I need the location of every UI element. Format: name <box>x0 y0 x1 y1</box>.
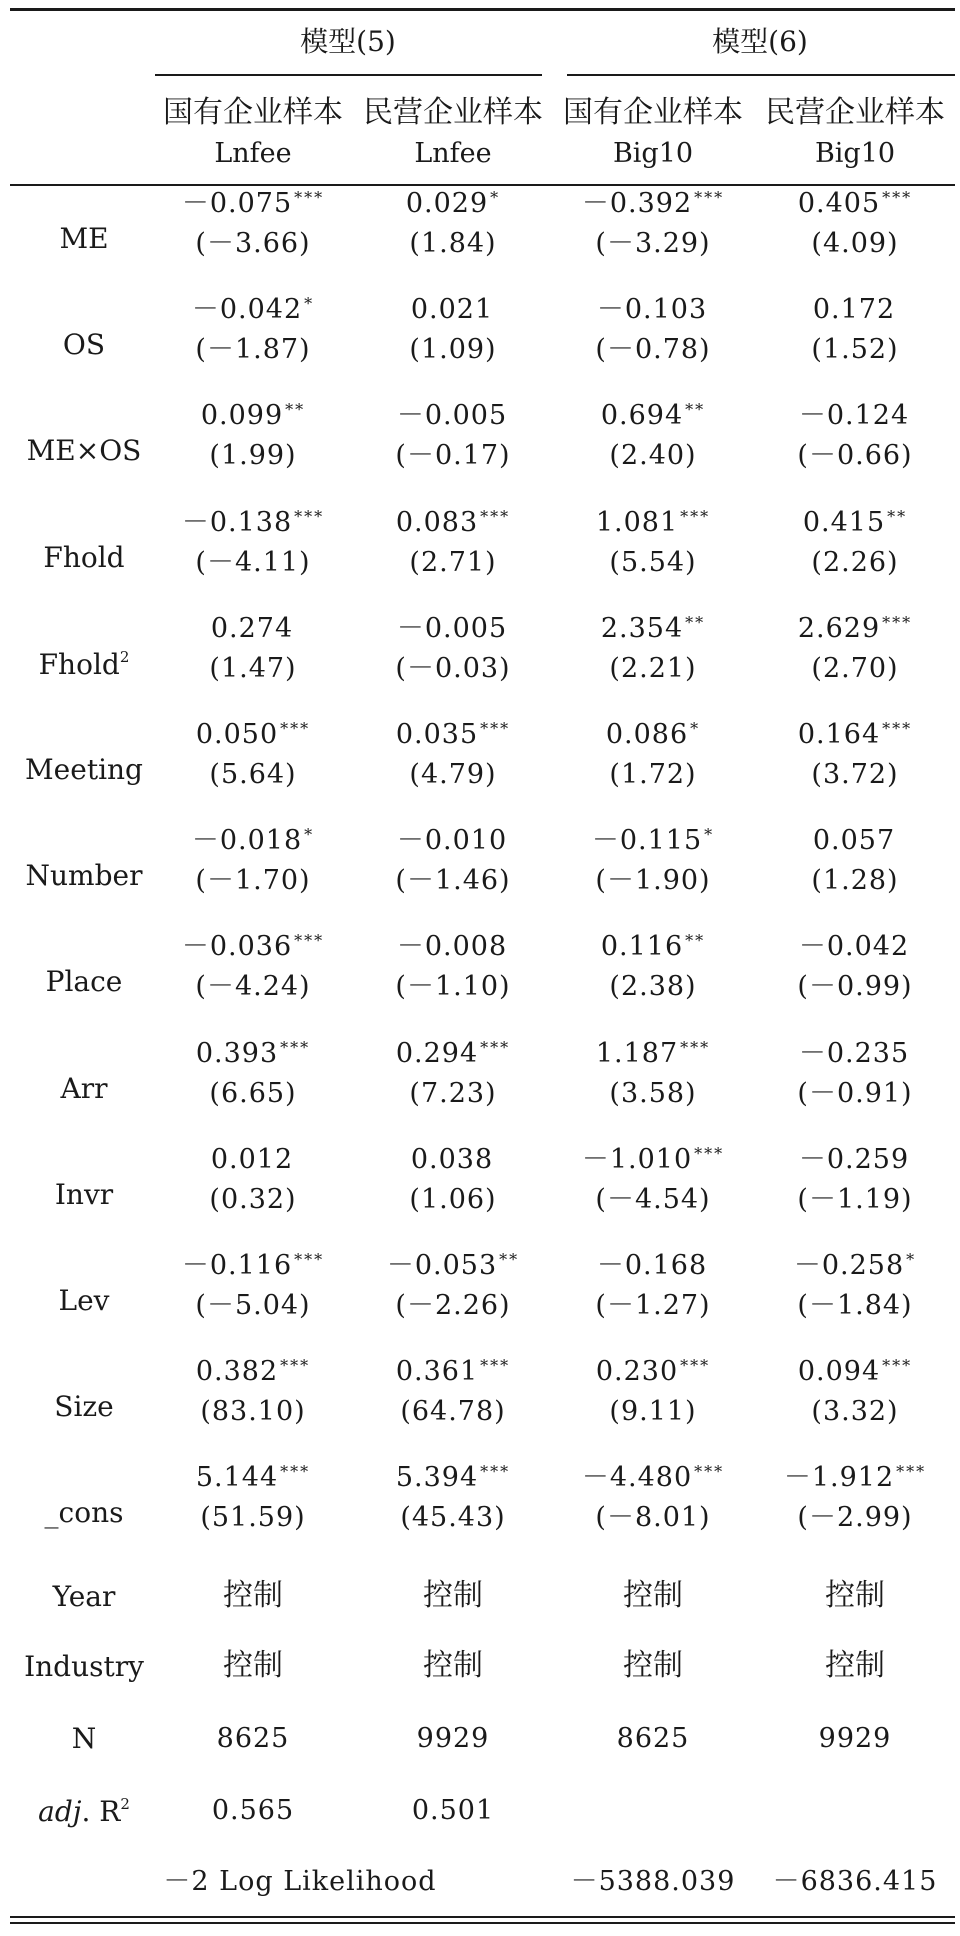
t-statistic-cell: (3.72) <box>811 759 899 790</box>
significance-stars: *** <box>294 931 325 951</box>
coefficient-value: －0.036 <box>181 931 293 963</box>
row-label-text: Invr <box>54 1177 114 1211</box>
t-statistic-cell: (－8.01) <box>595 1502 711 1534</box>
row-label <box>25 753 143 786</box>
row-label <box>54 1177 114 1211</box>
t-statistic-cell: (－4.11) <box>195 546 311 578</box>
coefficient-cell <box>182 190 324 217</box>
group-rule-model5 <box>155 74 542 76</box>
coefficient-value: 0.099 <box>200 400 284 432</box>
coefficient-value: 0.694 <box>600 400 684 432</box>
coefficient-value: 0.116 <box>600 931 684 963</box>
coefficient-cell <box>802 506 908 538</box>
coefficient-value: 0.057 <box>812 825 896 857</box>
coefficient-value: 0.382 <box>195 1356 279 1388</box>
t-statistic-cell: (4.09) <box>811 228 899 259</box>
significance-stars: * <box>490 188 501 207</box>
coefficient-value: 2.354 <box>600 612 684 644</box>
t-statistic-cell: (－0.03) <box>395 652 511 684</box>
significance-stars: ** <box>499 1250 520 1269</box>
significance-stars: *** <box>480 1462 511 1482</box>
control-indicator: 控制 <box>223 1648 283 1683</box>
t-statistic-cell: (－1.27) <box>595 1290 711 1321</box>
coefficient-cell <box>783 1462 927 1494</box>
t-statistic-cell: (83.10) <box>200 1396 306 1428</box>
coefficient-cell <box>196 721 310 748</box>
t-statistic-cell: (－1.19) <box>797 1183 913 1215</box>
row-label <box>60 1071 108 1105</box>
coefficient-value: －0.392 <box>581 188 693 219</box>
significance-stars: * <box>704 825 715 845</box>
t-statistic-cell: (1.09) <box>409 334 497 366</box>
significance-stars: *** <box>882 612 913 632</box>
significance-stars: ** <box>685 612 706 632</box>
row-label <box>44 1496 124 1530</box>
row-label <box>59 222 109 255</box>
coefficient-cell <box>794 1252 916 1279</box>
coefficient-value: －0.258 <box>793 1250 905 1281</box>
coefficient-value: －0.075 <box>181 188 293 219</box>
significance-stars: *** <box>882 188 913 207</box>
t-statistic-cell: (1.84) <box>409 228 497 259</box>
column-dependent-variable: Big10 <box>814 138 896 169</box>
t-statistic-cell: (1.99) <box>209 440 297 472</box>
coefficient-cell <box>200 400 306 432</box>
coefficient-cell <box>406 190 500 217</box>
coefficient-value: －0.042 <box>191 294 303 326</box>
significance-stars: *** <box>280 719 311 738</box>
significance-stars: * <box>906 1250 917 1269</box>
coefficient-cell <box>195 1356 311 1388</box>
coefficient-cell <box>191 825 315 857</box>
coefficient-cell <box>181 506 325 538</box>
coefficient-cell <box>387 1252 519 1279</box>
t-statistic-cell: (－2.99) <box>797 1502 913 1534</box>
significance-stars: *** <box>480 719 511 738</box>
t-statistic-cell: (9.11) <box>609 1396 697 1428</box>
significance-stars: ** <box>685 400 706 420</box>
coefficient-value: 0.361 <box>395 1356 479 1388</box>
coefficient-value: －0.116 <box>181 1250 293 1281</box>
t-statistic-cell: (2.21) <box>609 652 697 684</box>
coefficient-cell <box>195 1037 311 1069</box>
coefficient-value: 0.050 <box>195 719 279 750</box>
t-statistic-cell: (－4.24) <box>195 971 311 1003</box>
significance-stars: *** <box>680 506 711 526</box>
coefficient-cell <box>195 1462 311 1494</box>
significance-stars: *** <box>280 1356 311 1376</box>
t-statistic-cell: (1.47) <box>209 652 297 684</box>
column-dependent-variable: Big10 <box>612 138 694 169</box>
observations-value: 9929 <box>416 1723 490 1754</box>
coefficient-cell <box>606 721 700 748</box>
coefficient-cell <box>181 931 325 963</box>
coefficient-cell <box>595 1037 711 1069</box>
t-statistic-cell: (2.40) <box>609 440 697 472</box>
significance-stars: *** <box>896 1462 927 1482</box>
t-statistic-cell: (－3.29) <box>595 228 711 259</box>
coefficient-value: 0.415 <box>802 506 886 538</box>
significance-stars: *** <box>294 1250 325 1269</box>
log-likelihood-value: －6836.415 <box>772 1866 938 1897</box>
coefficient-value: 0.012 <box>210 1143 294 1175</box>
observations-value: 8625 <box>216 1723 290 1754</box>
control-row-label: Industry <box>24 1650 144 1683</box>
t-statistic-cell: (2.70) <box>811 652 899 684</box>
coefficient-cell <box>395 1356 511 1388</box>
row-label-text: Meeting <box>25 753 143 786</box>
table-top-rule <box>10 8 955 11</box>
coefficient-value: －0.008 <box>396 931 508 963</box>
t-statistic-cell: (2.71) <box>409 546 497 578</box>
coefficient-cell <box>182 1252 324 1279</box>
t-statistic-cell: (0.32) <box>209 1183 297 1215</box>
coefficient-cell <box>798 190 912 217</box>
coefficient-cell <box>600 612 706 644</box>
significance-stars: *** <box>294 506 325 526</box>
significance-stars: *** <box>294 188 325 207</box>
adj-r2-label-text: . R <box>81 1795 121 1828</box>
t-statistic-cell: (－3.66) <box>195 228 311 259</box>
coefficient-cell <box>582 190 724 217</box>
coefficient-cell <box>396 825 509 857</box>
coefficient-cell <box>600 400 706 432</box>
coefficient-value: 0.294 <box>395 1037 479 1069</box>
coefficient-cell <box>812 294 897 326</box>
column-dependent-variable: Lnfee <box>214 138 292 169</box>
significance-stars: ** <box>887 506 908 526</box>
adj-r2-value: 0.501 <box>411 1795 495 1826</box>
coefficient-cell <box>395 1462 511 1494</box>
coefficient-value: －0.042 <box>798 931 910 963</box>
row-label-text: Number <box>25 859 143 893</box>
coefficient-cell <box>395 506 511 538</box>
coefficient-value: －0.018 <box>191 825 303 857</box>
t-statistic-cell: (1.52) <box>811 334 899 366</box>
coefficient-value: －0.005 <box>396 612 508 644</box>
coefficient-value: 0.086 <box>605 719 689 750</box>
control-indicator: 控制 <box>825 1578 885 1613</box>
t-statistic-cell: (3.32) <box>811 1396 899 1428</box>
t-statistic-cell: (－2.26) <box>395 1290 511 1321</box>
group-rule-model6 <box>567 74 955 76</box>
coefficient-value: 0.393 <box>195 1037 279 1069</box>
significance-stars: *** <box>694 1143 725 1163</box>
column-dependent-variable: Lnfee <box>414 138 492 169</box>
header-rule <box>10 184 955 186</box>
coefficient-cell <box>191 294 315 326</box>
row-label-text: ME <box>59 222 109 255</box>
coefficient-value: 0.405 <box>797 188 881 219</box>
t-statistic-cell: (－5.04) <box>195 1290 311 1321</box>
coefficient-value: －0.103 <box>596 294 708 326</box>
coefficient-cell <box>600 931 706 963</box>
column-sample-header: 民营企业样本 <box>765 95 945 130</box>
coefficient-cell <box>210 1143 295 1175</box>
significance-stars: *** <box>480 1356 511 1376</box>
t-statistic-cell: (－4.54) <box>595 1183 711 1215</box>
table-bottom-rule <box>10 1916 955 1918</box>
t-statistic-cell: (－0.66) <box>797 440 913 472</box>
coefficient-cell <box>410 294 495 326</box>
t-statistic-cell: (64.78) <box>400 1396 506 1428</box>
coefficient-cell <box>812 825 897 857</box>
coefficient-value: 0.164 <box>797 719 881 750</box>
coefficient-value: 0.021 <box>410 294 494 326</box>
coefficient-value: －0.138 <box>181 506 293 538</box>
adj-r2-label-italic: adj <box>38 1795 82 1828</box>
significance-stars: * <box>304 294 315 314</box>
coefficient-value: 0.029 <box>405 188 489 219</box>
significance-stars: ** <box>685 931 706 951</box>
control-indicator: 控制 <box>423 1578 483 1613</box>
t-statistic-cell: (－1.10) <box>395 971 511 1003</box>
coefficient-cell <box>798 721 912 748</box>
coefficient-cell <box>595 506 711 538</box>
row-label-text: OS <box>62 328 106 362</box>
coefficient-value: 1.081 <box>595 506 679 538</box>
coefficient-cell <box>581 1462 725 1494</box>
coefficient-cell <box>396 400 509 432</box>
coefficient-value: 0.038 <box>410 1143 494 1175</box>
significance-stars: *** <box>480 506 511 526</box>
significance-stars: * <box>690 719 701 738</box>
t-statistic-cell: (－0.99) <box>797 971 913 1003</box>
coefficient-cell <box>210 612 295 644</box>
coefficient-value: －0.005 <box>396 400 508 432</box>
t-statistic-cell: (－0.78) <box>595 334 711 366</box>
significance-stars: *** <box>694 188 725 207</box>
t-statistic-cell: (－1.90) <box>595 865 711 897</box>
coefficient-value: 0.083 <box>395 506 479 538</box>
t-statistic-cell: (3.58) <box>609 1077 697 1109</box>
coefficient-value: －1.912 <box>783 1462 895 1494</box>
coefficient-value: －0.259 <box>798 1143 910 1175</box>
column-sample-header: 国有企业样本 <box>163 95 343 130</box>
coefficient-value: 0.230 <box>595 1356 679 1388</box>
column-sample-header: 国有企业样本 <box>563 95 743 130</box>
coefficient-value: 0.094 <box>797 1356 881 1388</box>
coefficient-cell <box>797 612 913 644</box>
group-header-model6: 模型(6) <box>712 25 808 58</box>
control-indicator: 控制 <box>423 1648 483 1683</box>
row-label-text: Arr <box>60 1071 108 1105</box>
coefficient-cell <box>798 931 911 963</box>
row-label-text: Fhold <box>38 647 120 681</box>
coefficient-cell <box>581 1143 725 1175</box>
row-label-text: _cons <box>44 1496 124 1530</box>
coefficient-cell <box>797 1356 913 1388</box>
t-statistic-cell: (6.65) <box>209 1077 297 1109</box>
t-statistic-cell: (5.64) <box>209 759 297 790</box>
significance-stars: *** <box>882 1356 913 1376</box>
t-statistic-cell: (－1.46) <box>395 865 511 897</box>
table-bottom-rule-double <box>10 1922 955 1924</box>
t-statistic-cell: (1.06) <box>409 1183 497 1215</box>
t-statistic-cell: (－1.84) <box>797 1290 913 1321</box>
significance-stars: *** <box>694 1462 725 1482</box>
t-statistic-cell: (－0.91) <box>797 1077 913 1109</box>
observations-value: 9929 <box>818 1723 892 1754</box>
row-label <box>43 540 125 574</box>
row-label-text: Lev <box>58 1284 110 1317</box>
t-statistic-cell: (45.43) <box>400 1502 506 1534</box>
control-indicator: 控制 <box>623 1578 683 1613</box>
row-label <box>54 1390 114 1424</box>
coefficient-value: 5.394 <box>395 1462 479 1494</box>
coefficient-value: －0.010 <box>396 825 508 857</box>
t-statistic-cell: (2.26) <box>811 546 899 578</box>
t-statistic-cell: (－1.87) <box>195 334 311 366</box>
coefficient-value: －0.124 <box>798 400 910 432</box>
coefficient-value: 0.035 <box>395 719 479 750</box>
coefficient-value: 1.187 <box>595 1037 679 1069</box>
t-statistic-cell: (－1.70) <box>195 865 311 897</box>
coefficient-cell <box>596 294 709 326</box>
t-statistic-cell: (4.79) <box>409 759 497 790</box>
row-label <box>38 647 130 681</box>
t-statistic-cell: (1.72) <box>609 759 697 790</box>
coefficient-cell <box>591 825 715 857</box>
t-statistic-cell: (－0.17) <box>395 440 511 472</box>
control-row-label: Year <box>52 1580 116 1613</box>
significance-stars: *** <box>680 1356 711 1376</box>
significance-stars: ** <box>285 400 306 420</box>
row-label-superscript: 2 <box>119 647 130 666</box>
coefficient-cell <box>395 1037 511 1069</box>
log-likelihood-label: －2 Log Likelihood <box>163 1866 437 1897</box>
coefficient-cell <box>798 400 911 432</box>
log-likelihood-value: －5388.039 <box>570 1866 736 1897</box>
coefficient-cell <box>396 612 509 644</box>
coefficient-value: 2.629 <box>797 612 881 644</box>
coefficient-value: 0.172 <box>812 294 896 326</box>
row-label-text: Place <box>45 965 123 999</box>
row-label-text: ME×OS <box>26 434 142 468</box>
observations-label: N <box>71 1722 97 1755</box>
significance-stars: *** <box>280 1037 311 1057</box>
coefficient-value: －4.480 <box>581 1462 693 1494</box>
t-statistic-cell: (5.54) <box>609 546 697 578</box>
coefficient-value: －1.010 <box>581 1143 693 1175</box>
significance-stars: *** <box>680 1037 711 1057</box>
coefficient-value: 0.274 <box>210 612 294 644</box>
row-label <box>45 965 123 999</box>
significance-stars: *** <box>480 1037 511 1057</box>
t-statistic-cell: (1.28) <box>811 865 899 897</box>
coefficient-value: －0.115 <box>591 825 703 857</box>
group-header-model5: 模型(5) <box>300 25 396 58</box>
t-statistic-cell: (51.59) <box>200 1502 306 1534</box>
row-label-text: Size <box>54 1390 114 1424</box>
t-statistic-cell: (2.38) <box>609 971 697 1003</box>
observations-value: 8625 <box>616 1723 690 1754</box>
coefficient-cell <box>798 1037 911 1069</box>
row-label-text: Fhold <box>43 540 125 574</box>
coefficient-cell <box>410 1143 495 1175</box>
coefficient-cell <box>396 931 509 963</box>
coefficient-cell <box>595 1356 711 1388</box>
coefficient-cell <box>597 1252 709 1279</box>
row-label <box>25 859 143 893</box>
t-statistic-cell: (7.23) <box>409 1077 497 1109</box>
control-indicator: 控制 <box>223 1578 283 1613</box>
coefficient-cell <box>798 1143 911 1175</box>
coefficient-cell <box>396 721 510 748</box>
adj-r2-value: 0.565 <box>211 1795 295 1826</box>
control-indicator: 控制 <box>623 1648 683 1683</box>
row-label <box>26 434 142 468</box>
control-indicator: 控制 <box>825 1648 885 1683</box>
significance-stars: *** <box>280 1462 311 1482</box>
adj-r2-label <box>38 1797 130 1826</box>
coefficient-value: －0.168 <box>596 1250 708 1281</box>
adj-r2-label-superscript: 2 <box>120 1795 130 1813</box>
significance-stars: *** <box>882 719 913 738</box>
coefficient-value: －0.235 <box>798 1037 910 1069</box>
coefficient-value: －0.053 <box>386 1250 498 1281</box>
column-sample-header: 民营企业样本 <box>363 95 543 130</box>
row-label <box>62 328 106 362</box>
row-label <box>58 1284 110 1317</box>
significance-stars: * <box>304 825 315 845</box>
coefficient-value: 5.144 <box>195 1462 279 1494</box>
